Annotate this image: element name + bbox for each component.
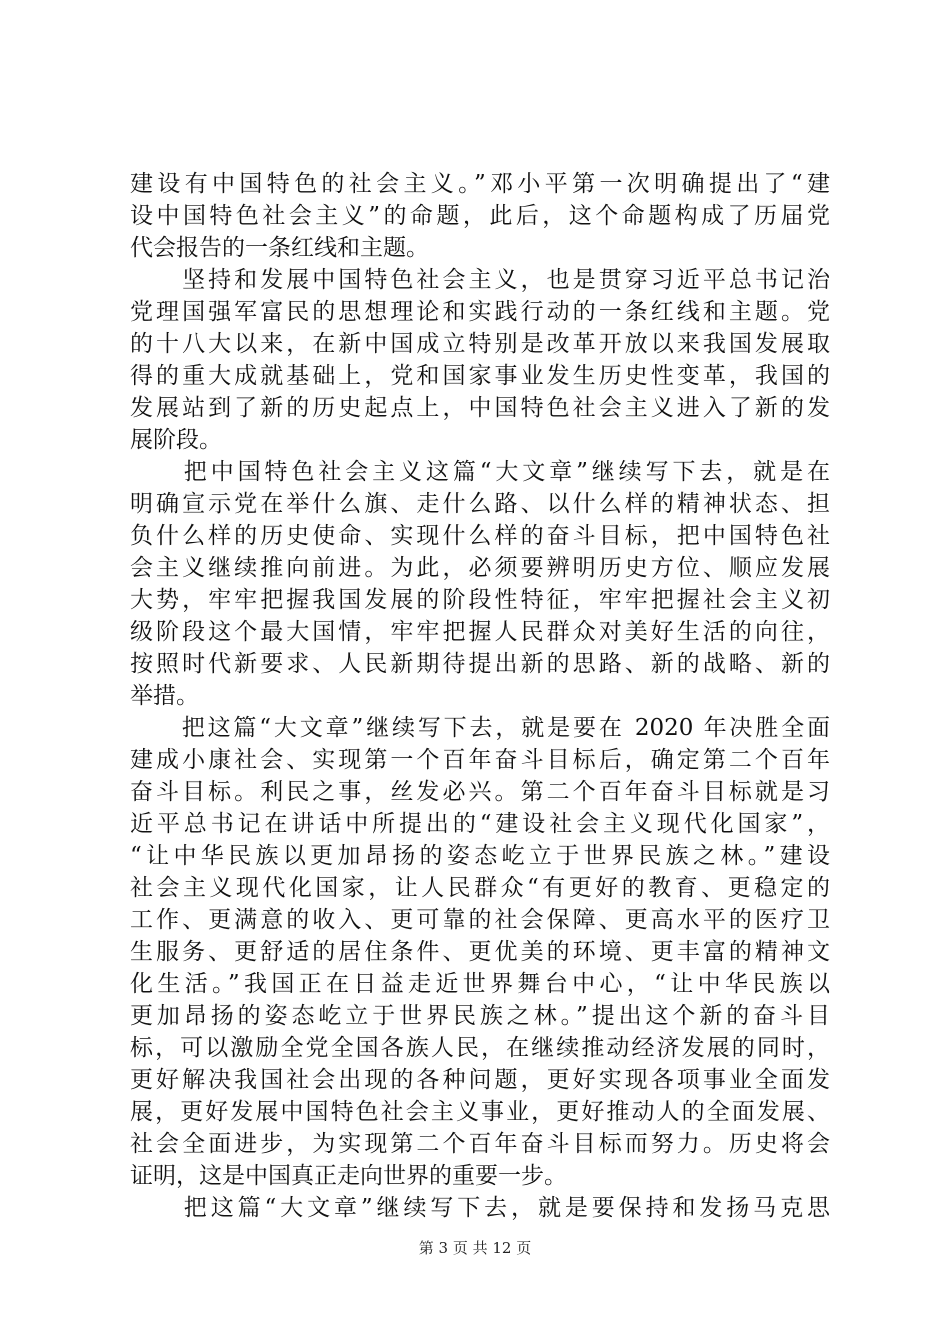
text-line: 的十八大以来，在新中国成立特别是改革开放以来我国发展取 [130, 331, 830, 357]
text-line: 得的重大成就基础上，党和国家事业发生历史性变革，我国的 [130, 363, 830, 389]
text-line: 大势，牢牢把握我国发展的阶段性特征，牢牢把握社会主义初 [130, 587, 830, 613]
text-line: 化生活。”我国正在日益走近世界舞台中心，“让中华民族以 [130, 971, 830, 997]
text-line: 近平总书记在讲话中所提出的“建设社会主义现代化国家”， [130, 811, 830, 837]
text-line: 工作、更满意的收入、更可靠的社会保障、更高水平的医疗卫 [130, 907, 830, 933]
text-line: 发展站到了新的历史起点上，中国特色社会主义进入了新的发 [130, 395, 830, 421]
page-number-footer: 第 3 页 共 12 页 [418, 1239, 532, 1257]
text-line: 按照时代新要求、人民新期待提出新的思路、新的战略、新的 [130, 651, 830, 677]
text-line: 坚持和发展中国特色社会主义，也是贯穿习近平总书记治 [130, 267, 830, 293]
text-line: 级阶段这个最大国情，牢牢把握人民群众对美好生活的向往， [130, 619, 830, 645]
text-line: 奋斗目标。利民之事，丝发必兴。第二个百年奋斗目标就是习 [130, 779, 830, 805]
text-line: “让中华民族以更加昂扬的姿态屹立于世界民族之林。”建设 [130, 843, 830, 869]
text-line: 建成小康社会、实现第一个百年奋斗目标后，确定第二个百年 [130, 747, 830, 773]
text-line: 会主义继续推向前进。为此，必须要辨明历史方位、顺应发展 [130, 555, 830, 581]
text-line: 建设有中国特色的社会主义。”邓小平第一次明确提出了“建 [130, 171, 830, 197]
text-line: 更加昂扬的姿态屹立于世界民族之林。”提出这个新的奋斗目 [130, 1003, 830, 1029]
text-line: 展，更好发展中国特色社会主义事业，更好推动人的全面发展、 [130, 1099, 830, 1125]
text-line: 举措。 [130, 683, 199, 709]
text-line: 展阶段。 [130, 427, 222, 453]
text-line: 把这篇“大文章”继续写下去，就是要保持和发扬马克思 [130, 1195, 830, 1221]
document-body [130, 168, 830, 1224]
text-line: 社会全面进步，为实现第二个百年奋斗目标而努力。历史将会 [130, 1131, 830, 1157]
text-line: 证明，这是中国真正走向世界的重要一步。 [130, 1163, 567, 1189]
text-line: 把这篇“大文章”继续写下去，就是要在 2020 年决胜全面 [130, 715, 830, 741]
text-line: 明确宣示党在举什么旗、走什么路、以什么样的精神状态、担 [130, 491, 830, 517]
text-line: 标，可以激励全党全国各族人民，在继续推动经济发展的同时， [130, 1035, 830, 1061]
text-line: 把中国特色社会主义这篇“大文章”继续写下去，就是在 [130, 459, 830, 485]
text-line: 负什么样的历史使命、实现什么样的奋斗目标，把中国特色社 [130, 523, 830, 549]
text-line: 设中国特色社会主义”的命题，此后，这个命题构成了历届党 [130, 203, 830, 229]
text-line: 社会主义现代化国家，让人民群众“有更好的教育、更稳定的 [130, 875, 830, 901]
text-line: 更好解决我国社会出现的各种问题，更好实现各项事业全面发 [130, 1067, 830, 1093]
text-line: 生服务、更舒适的居住条件、更优美的环境、更丰富的精神文 [130, 939, 830, 965]
text-line: 党理国强军富民的思想理论和实践行动的一条红线和主题。党 [130, 299, 830, 325]
text-line: 代会报告的一条红线和主题。 [130, 235, 429, 261]
